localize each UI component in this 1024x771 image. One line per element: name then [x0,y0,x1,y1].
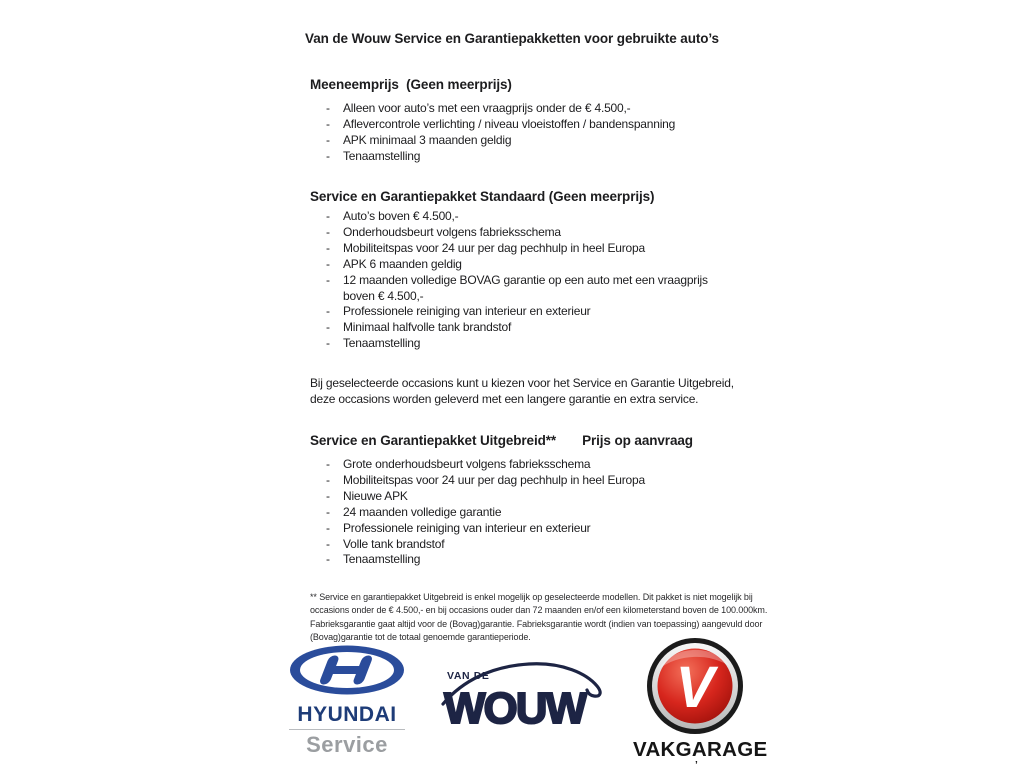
dash-bullet: - [326,148,330,163]
hyundai-ellipse-icon [287,644,407,697]
dash-bullet: - [326,272,330,287]
section-heading-uitgebreid [310,433,693,448]
list-item: - Auto’s boven € 4.500,- [326,209,459,223]
list-item: - Professionele reiniging van interieur en exterieur [326,304,591,319]
list-item: - Minimaal halfvolle tank brandstof [326,320,512,335]
uitgebreid-heading-label: Service en Garantiepakket Uitgebreid** [310,433,557,448]
svg-text:V: V [675,655,715,720]
dash-bullet: - [326,552,330,567]
list-item: - Volle tank brandstof [326,536,445,551]
list-item: - Onderhoudsbeurt volgens fabrieksschema [326,224,561,239]
footnote-text: ** Service en garantiepakket Uitgebreid is enkel mogelijk op geselecteerde modellen. Dit pakket is niet mogelijk bij occasions onder de € 4.500,- en bij occasions ouder dan 72 maanden en/of een kilometerstand boven de 100.000km. Fabrieksgarantie gaat altijd voor de (Bovag)garantie. Fabrieksgarantie wordt (indien van toepassing) aangevuld door (Bovag)garantie tot de totaal genoemde garantieperiode. [310,592,773,643]
dash-bullet: - [326,240,330,255]
trademark-tick: ’ [695,760,699,771]
dash-bullet: - [326,472,330,487]
dash-bullet: - [326,209,330,223]
dash-bullet: - [326,320,330,335]
list-item: - Aflevercontrole verlichting / niveau vloeistoffen / bandenspanning [326,116,676,131]
list-item: - 24 maanden volledige garantie [326,504,502,519]
vakgarage-badge-icon [633,637,757,736]
dash-bullet: - [326,504,330,519]
list-item: - Alleen voor auto’s met een vraagprijs onder de € 4.500,- [326,101,631,115]
section-heading-meeneemprijs: Meeneemprijs (Geen meerprijs) [310,77,512,92]
list-item: - Nieuwe APK [326,488,408,503]
dash-bullet: - [326,520,330,535]
list-item: - Mobiliteitspas voor 24 uur per dag pechhulp in heel Europa [326,472,645,487]
meeneemprijs-list [310,101,730,165]
list-item: - Tenaamstelling [326,552,421,567]
vakgarage-wordmark: VAKGARAGE ’ [633,738,768,771]
dash-bullet: - [326,116,330,131]
list-item: - APK 6 maanden geldig [326,256,462,271]
list-item: - Professionele reiniging van interieur en exterieur [326,520,591,535]
list-item: - Grote onderhoudsbeurt volgens fabrieksschema [326,457,591,471]
dash-bullet: - [326,256,330,271]
van-de-label: VAN DE [447,670,490,682]
page-title: Van de Wouw Service en Garantiepakketten voor gebruikte auto’s [305,31,719,46]
dash-bullet: - [326,132,330,147]
wouw-wordmark: WOUW [444,684,586,733]
dash-bullet: - [326,457,330,471]
hyundai-service-logo [287,644,407,758]
list-item: - Mobiliteitspas voor 24 uur per dag pechhulp in heel Europa [326,240,645,255]
hyundai-wordmark: HYUNDAI [297,703,397,726]
uitgebreid-list [310,457,730,568]
section-heading-standaard: Service en Garantiepakket Standaard (Geen meerprijs) [310,189,655,204]
van-de-wouw-logo [441,656,609,744]
list-item: - 12 maanden volledige BOVAG garantie op een auto met een vraagprijs boven € 4.500,- [326,272,708,303]
dash-bullet: - [326,224,330,239]
dash-bullet: - [326,101,330,115]
hyundai-service-label: Service [306,732,388,757]
dash-bullet: - [326,488,330,503]
vakgarage-logo [633,637,768,771]
list-item: - Tenaamstelling [326,148,421,163]
list-item: - APK minimaal 3 maanden geldig [326,132,512,147]
hyundai-divider [289,729,405,730]
dash-bullet: - [326,536,330,551]
price-on-request-label: Prijs op aanvraag [582,433,693,448]
dash-bullet: - [326,304,330,319]
intro-paragraph: Bij geselecteerde occasions kunt u kiezen voor het Service en Garantie Uitgebreid, deze occasions worden geleverd met een langere garantie en extra service. [310,376,734,406]
dash-bullet: - [326,336,330,351]
list-item: - Tenaamstelling [326,336,421,351]
standaard-list [310,209,730,352]
